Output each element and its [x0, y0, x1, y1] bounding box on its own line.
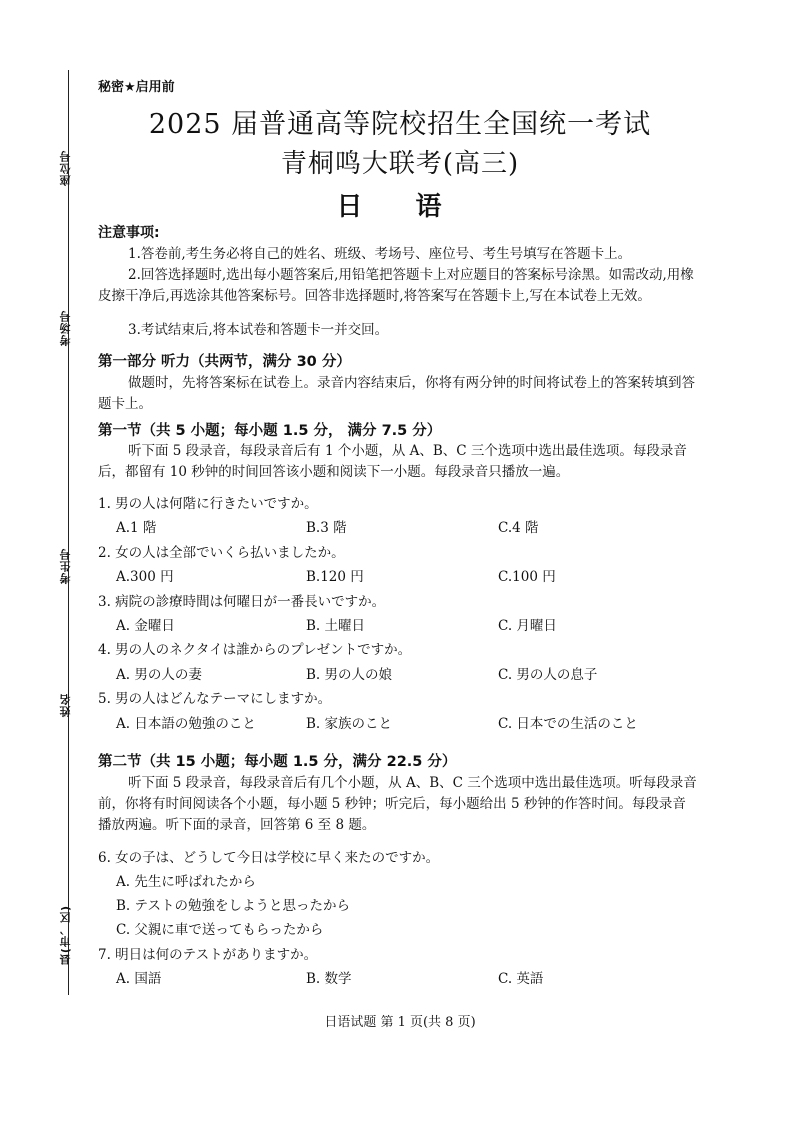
exam-title: 2025 届普通高等院校招生全国统一考试: [148, 109, 652, 140]
option-b: B.3 階: [306, 520, 347, 536]
option-b: B. 土曜日: [306, 618, 366, 634]
option-b: B. テストの勉強をしようと思ったから: [116, 898, 350, 914]
option-b: B.120 円: [306, 569, 364, 585]
question-stem: 5. 男の人はどんなテーマにしますか。: [98, 691, 332, 707]
option-a: A.300 円: [116, 569, 174, 585]
notice-heading: 注意事项:: [98, 225, 160, 241]
part1-heading: 第一部分 听力（共两节，满分 30 分）: [98, 354, 351, 370]
seat-number-label: 座位号: [59, 150, 72, 186]
question-stem: 4. 男の人のネクタイは誰からのプレゼントですか。: [98, 642, 412, 658]
notice-item: 1.答卷前,考生务必将自己的姓名、班级、考场号、座位号、考生号填写在答题卡上。: [128, 246, 632, 262]
option-a: A.1 階: [116, 520, 157, 536]
option-c: C. 男の人の息子: [498, 667, 598, 683]
option-b: B. 数学: [306, 971, 352, 987]
question-stem: 7. 明日は何のテストがありますか。: [98, 947, 318, 963]
option-a: A. 男の人の妻: [116, 667, 202, 683]
question-stem: 2. 女の人は全部でいくら払いましたか。: [98, 545, 345, 561]
exam-subtitle: 青桐鸣大联考(高三): [280, 149, 520, 179]
option-c: C.100 円: [498, 569, 556, 585]
option-c: C. 月曜日: [498, 618, 557, 634]
section1-heading: 第一节（共 5 小题；每小题 1.5 分， 满分 7.5 分）: [98, 423, 442, 439]
option-c: C. 日本での生活のこと: [498, 716, 638, 732]
section2-instruction: 听下面 5 段录音，每段录音后有几个小题，从 A、B、C 三个选项中选出最佳选项。听每段录音前，你将有时间阅读各个小题，每小题 5 秒钟；听完后，每小题给出 5 秒钟的作答时间。每段录音播放两遍。听下面的录音，回答第 6 至 8 题。: [98, 775, 697, 833]
notice-item: 3.考试结束后,将本试卷和答题卡一并交回。: [128, 322, 389, 338]
option-b: B. 家族のこと: [306, 716, 393, 732]
option-a: A. 先生に呼ばれたから: [116, 874, 256, 890]
question-stem: 6. 女の子は、どうして今日は学校に早く来たのですか。: [98, 850, 440, 866]
exam-room-label: 考场号: [59, 310, 72, 346]
subject-title: 日 语: [336, 192, 464, 222]
confidential-mark: 秘密★启用前: [98, 80, 175, 95]
question-stem: 3. 病院の診療時間は何曜日が一番長いですか。: [98, 594, 386, 610]
section1-instruction: 听下面 5 段录音，每段录音后有 1 个小题，从 A、B、C 三个选项中选出最佳选项。每段录音后，都留有 10 秒钟的时间回答该小题和阅读下一小题。每段录音只播放一遍。: [98, 443, 687, 480]
candidate-number-label: 考生号: [59, 548, 72, 584]
option-b: B. 男の人の娘: [306, 667, 393, 683]
question-stem: 1. 男の人は何階に行きたいですか。: [98, 496, 318, 512]
section2-heading: 第二节（共 15 小题；每小题 1.5 分，满分 22.5 分）: [98, 754, 457, 770]
option-a: A. 金曜日: [116, 618, 175, 634]
page-footer: 日语试题 第 1 页(共 8 页): [324, 1015, 476, 1030]
notice-item: 2.回答选择题时,选出每小题答案后,用铅笔把答题卡上对应题目的答案标号涂黑。如需改动,用橡皮擦干净后,再选涂其他答案标号。回答非选择题时,将答案写在答题卡上,写在本试卷上无效。: [98, 267, 694, 304]
part1-instruction: 做题时，先将答案标在试卷上。录音内容结束后，你将有两分钟的时间将试卷上的答案转填到答题卡上。: [98, 375, 695, 412]
county-label: 县(市、区): [59, 905, 72, 966]
option-c: C. 英語: [498, 971, 544, 987]
option-a: A. 日本語の勉強のこと: [116, 716, 256, 732]
option-c: C.4 階: [498, 520, 539, 536]
name-label: 姓名: [59, 693, 72, 717]
option-c: C. 父親に車で送ってもらったから: [116, 922, 324, 938]
option-a: A. 国語: [116, 971, 162, 987]
